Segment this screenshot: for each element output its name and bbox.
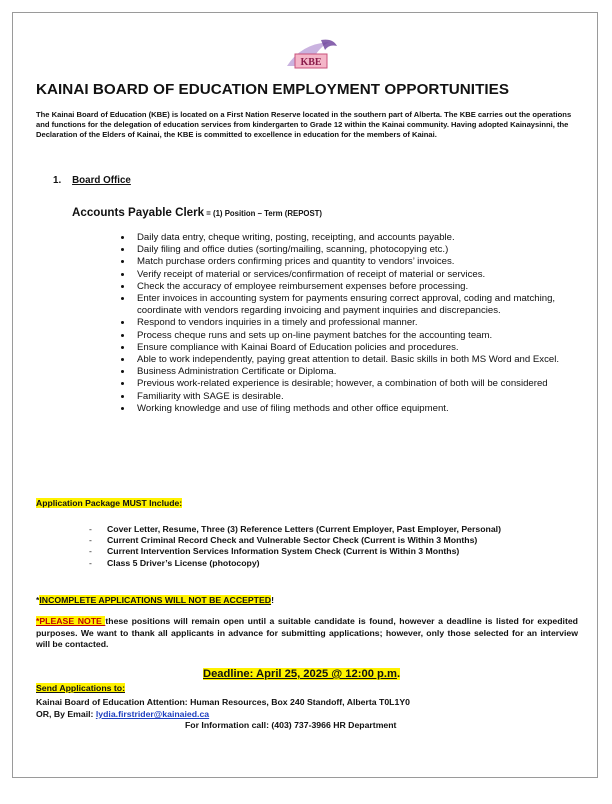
duty-item: • Business Administration Certificate or Diploma. <box>133 366 595 378</box>
package-list <box>89 524 579 569</box>
duty-item: • Enter invoices in accounting system for payments ensuring correct approval, coding and matching, coordinate with vendors regarding invoicing and payment inquiries and discrepancies. <box>133 293 595 317</box>
position-detail: = (1) Position – Term (REPOST) <box>204 209 323 218</box>
duty-item: • Check the accuracy of employee reimbursement expenses before processing. <box>133 281 595 293</box>
position-title: Accounts Payable Clerk <box>72 206 205 219</box>
duty-item: • Ensure compliance with Kainai Board of Education policies and procedures. <box>133 342 595 354</box>
deadline-banner: Deadline: April 25, 2025 @ 12:00 p.m. <box>203 668 401 680</box>
please-note-label: *PLEASE NOTE <box>36 616 106 626</box>
svg-text:KBE: KBE <box>300 57 322 68</box>
section-heading <box>53 175 131 186</box>
duty-item: • Match purchase orders confirming prices and quantity to vendors’ invoices. <box>133 256 595 268</box>
page-title: KAINAI BOARD OF EDUCATION EMPLOYMENT OPPORTUNITIES <box>36 81 510 98</box>
position-heading <box>72 203 322 221</box>
duty-item: • Daily data entry, cheque writing, posting, receipting, and accounts payable. <box>133 232 595 244</box>
duty-item: • Able to work independently, paying great attention to detail. Basic skills in both MS Word and Excel. <box>133 354 595 366</box>
duties-list <box>121 232 595 415</box>
incomplete-warning: *INCOMPLETE APPLICATIONS WILL NOT BE ACCEPTED! <box>36 595 274 605</box>
duty-item: • Process cheque runs and sets up on-line payment batches for the accounting team. <box>133 330 595 342</box>
document-page <box>12 12 598 778</box>
kbe-logo <box>281 36 341 74</box>
send-applications-heading: Send Applications to: <box>36 683 125 693</box>
package-item: - Current Criminal Record Check and Vulnerable Sector Check (Current is Within 3 Months) <box>89 535 478 546</box>
package-item: - Current Intervention Services Information System Check (Current is Within 3 Months) <box>89 546 460 557</box>
information-line: For Information call: (403) 737-3966 HR Department <box>185 720 397 730</box>
duty-item: • Respond to vendors inquiries in a timely and professional manner. <box>133 317 595 329</box>
section-number: 1. <box>53 175 62 186</box>
mailing-address: Kainai Board of Education Attention: Human Resources, Box 240 Standoff, Alberta T0L1Y0 OR, By Email: lydia.firstrider@kainaied.ca <box>36 697 410 719</box>
package-heading: Application Package MUST Include: <box>36 498 183 508</box>
please-note-text: these positions will remain open until a suitable candidate is found, however a deadline is listed for expedited purposes. We want to thank all applicants in advance for submitting applications; however, only those selected for an interview will be contacted. <box>36 616 578 649</box>
intro-paragraph: The Kainai Board of Education (KBE) is located on a First Nation Reserve located in the southern part of Alberta. The KBE carries out the operations and functions for the delegation of education services from kindergarten to Grade 12 within the Kainai community. Having adopted Kainaysinni, the Declaration of the Elders of Kainai, the KBE is committed to excellence in education for the members of Kainai. <box>36 110 572 139</box>
duty-item: • Familiarity with SAGE is desirable. <box>133 391 595 403</box>
duty-item: • Previous work-related experience is desirable; however, a combination of both will be considered <box>133 378 595 390</box>
duty-item: • Verify receipt of material or services/confirmation of receipt of material or services. <box>133 269 595 281</box>
email-link[interactable]: lydia.firstrider@kainaied.ca <box>95 709 210 719</box>
package-item: - Cover Letter, Resume, Three (3) Reference Letters (Current Employer, Past Employer, Personal) <box>89 524 501 534</box>
duty-item: • Daily filing and office duties (sorting/mailing, scanning, photocopying etc.) <box>133 244 595 256</box>
please-note-paragraph <box>36 616 578 651</box>
package-item: - Class 5 Driver’s License (photocopy) <box>89 557 260 568</box>
section-name: Board Office <box>72 175 131 186</box>
duty-item: • Working knowledge and use of filing methods and other office equipment. <box>133 403 595 415</box>
